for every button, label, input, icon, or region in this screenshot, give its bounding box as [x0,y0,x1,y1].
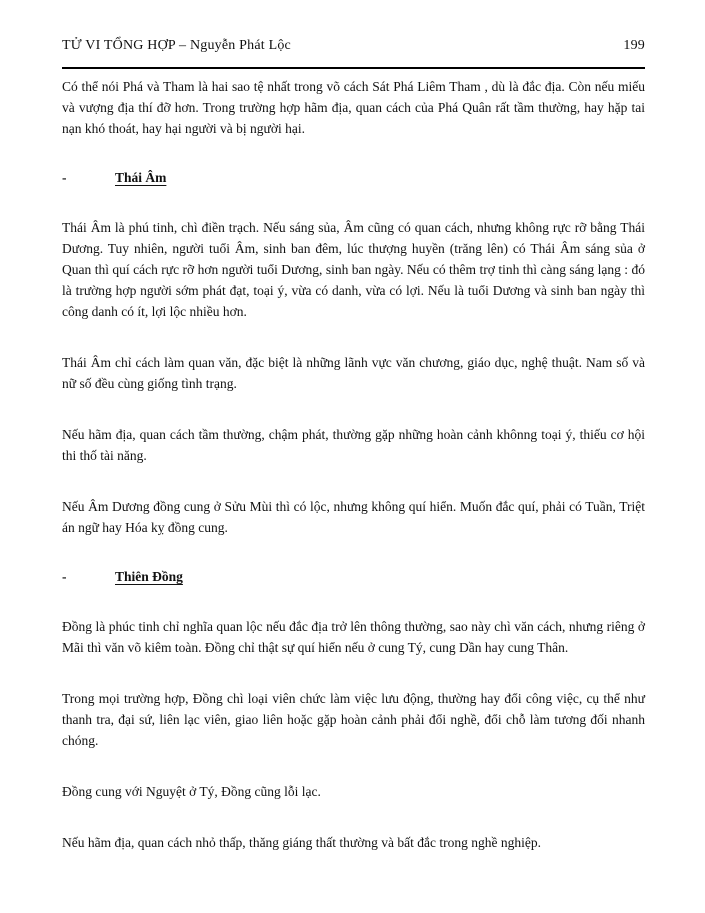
paragraph-thai-am-2: Thái Âm chỉ cách làm quan văn, đặc biệt là những lãnh vực văn chương, giáo dục, nghệ thuật. Nam số và nữ số đều cùng giống tình trạng. [62,355,645,391]
paragraph-pha-tham: Có thể nói Phá và Tham là hai sao tệ nhất trong võ cách Sát Phá Liêm Tham , dù là đắc địa. Còn nếu miếu và vượng địa thí đỡ hơn. Trong trường hợp hãm địa, quan cách của Phá Quân rất tầm thường, hay hặp tai nạn khó thoát, hay hại người và bị người hại. [62,79,645,136]
heading-text-thai-am: Thái Âm [115,170,167,185]
section-heading-thai-am [62,169,645,187]
heading-text-thien-dong: Thiên Đồng [115,569,183,584]
paragraph-thai-am-3: Nếu hãm địa, quan cách tầm thường, chậm phát, thường gặp những hoàn cảnh khônng toại ý, thiếu cơ hội thi thố tài năng. [62,427,645,463]
paragraph-thien-dong-3: Đồng cung với Nguyệt ở Tý, Đồng cũng lỗi lạc. [62,784,321,799]
heading-dash: - [62,170,67,185]
heading-dash: - [62,569,67,584]
paragraph-thai-am-1: Thái Âm là phú tinh, chì điền trạch. Nếu sáng sủa, Âm cũng có quan cách, nhưng không rực rỡ bằng Thái Dương. Tuy nhiên, người tuổi Âm, sinh ban đêm, lúc thượng huyền (trăng lên) có Thái Âm sáng sủa ở Quan thì quí cách rực rỡ hơn người tuổi Dương, sinh ban ngày. Nếu có thêm trợ tinh thì càng sáng lạng : đó là trường hợp người sớm phát đạt, toại ý, vừa có danh, vừa có lợi. Nếu là tuổi Dương và sinh ban ngày thì công danh có ít, lợi lộc nhiều hơn. [62,220,645,319]
header-divider [62,67,645,69]
section-heading-thien-dong [62,568,645,586]
page-header [62,38,645,54]
page-number: 199 [623,38,645,53]
paragraph-thien-dong-2: Trong mọi trường hợp, Đồng chì loại viên chức làm việc lưu động, thường hay đổi công việc, cụ thể như thanh tra, đại sứ, liên lạc viên, giao liên hoặc gặp hoàn cảnh phải đổi nghề, đổi chỗ làm tương đối nhanh chóng. [62,691,645,748]
paragraph-thien-dong-4: Nếu hãm địa, quan cách nhỏ thấp, thăng giáng thất thường và bất đắc trong nghề nghiệp. [62,835,541,850]
paragraph-thai-am-4: Nếu Âm Dương đồng cung ở Sửu Mùi thì có lộc, nhưng không quí hiển. Muốn đắc quí, phải có Tuần, Triệt án ngữ hay Hóa kỵ đồng cung. [62,499,645,535]
paragraph-thien-dong-1: Đồng là phúc tinh chỉ nghĩa quan lộc nếu đắc địa trở lên thông thường, sao này chì văn cách, nhưng riêng ở Mãi thì văn võ kiêm toàn. Đồng chỉ thật sự quí hiển nếu ở cung Tý, cung Dần hay cung Thân. [62,619,645,655]
book-title: TỬ VI TỔNG HỢP – Nguyễn Phát Lộc [62,38,291,53]
